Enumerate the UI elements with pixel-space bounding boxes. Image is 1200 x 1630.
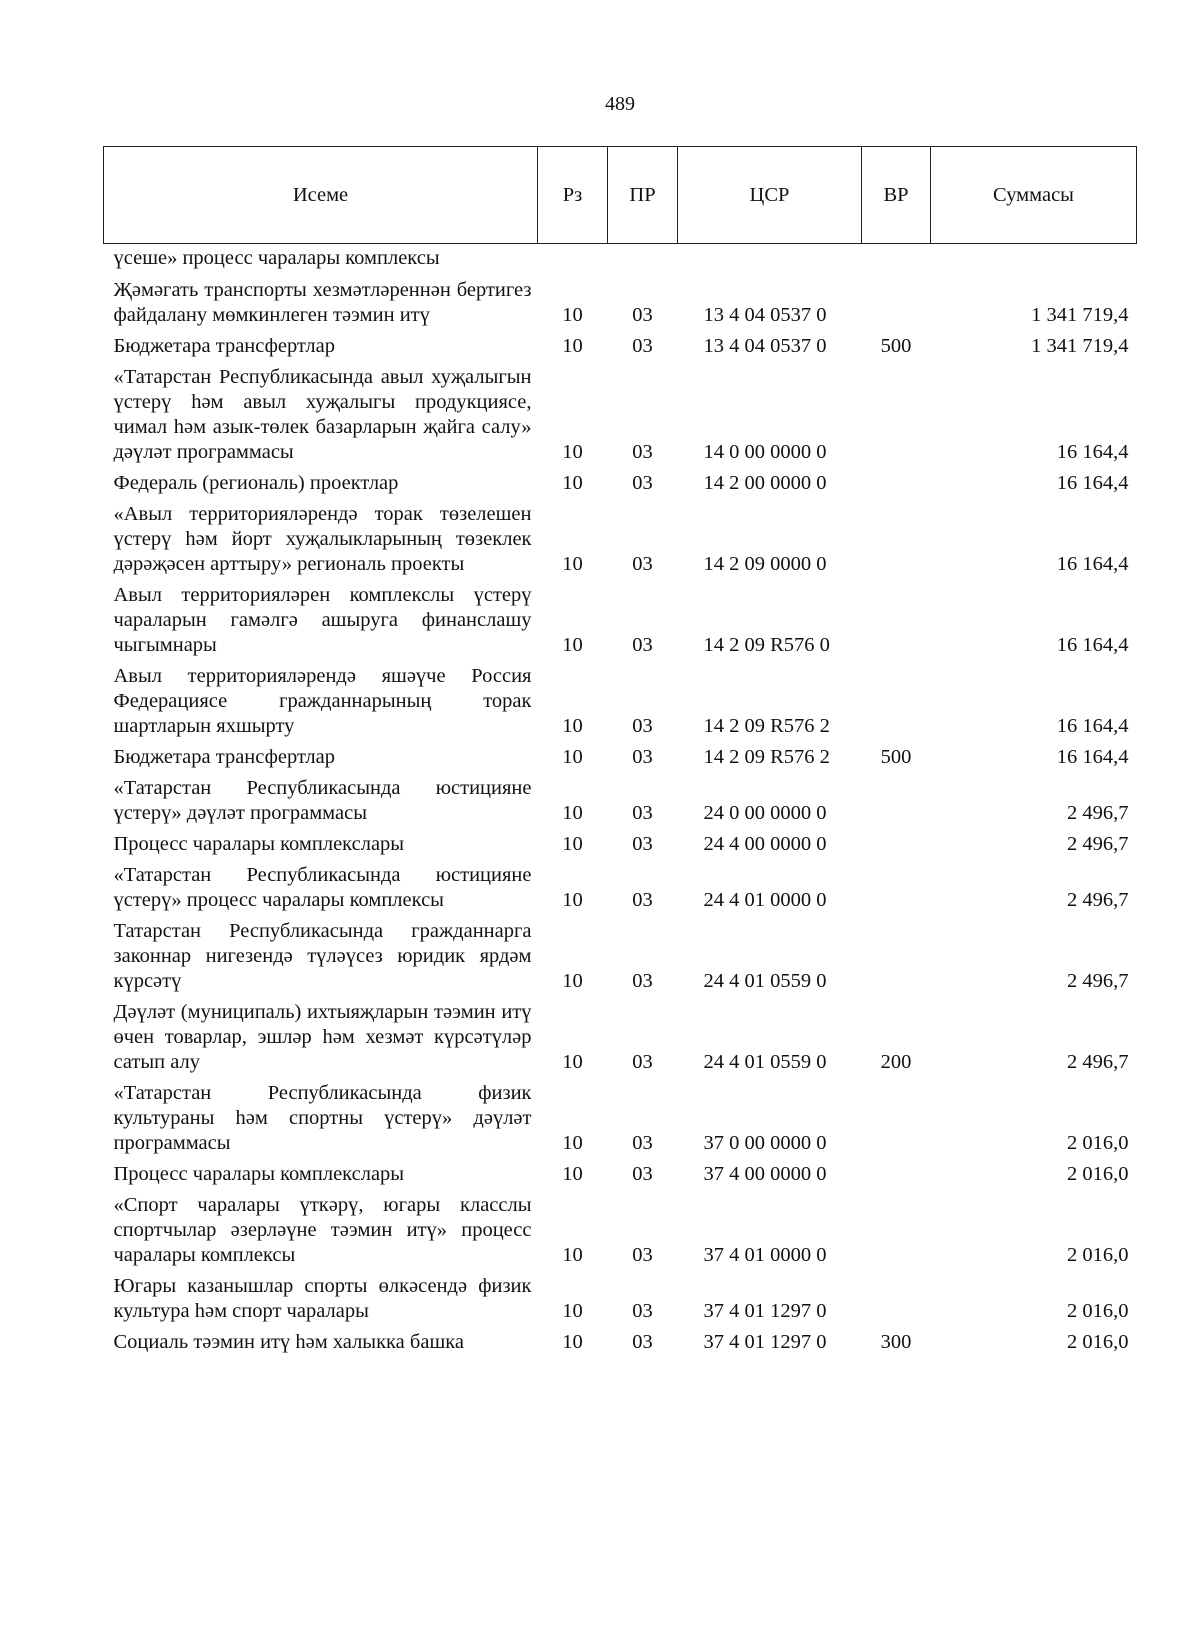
cell-pr: 03 xyxy=(632,970,653,992)
table-row xyxy=(104,331,1137,362)
header-name: Исеме xyxy=(104,147,538,244)
cell-csr: 37 4 00 0000 0 xyxy=(703,1163,827,1185)
cell-sum: 2 016,0 xyxy=(1067,1331,1129,1353)
table-row xyxy=(104,773,1137,829)
table-row xyxy=(104,916,1137,997)
cell-pr: 03 xyxy=(632,889,653,911)
cell-name: Авыл территорияләрен комплекслы үстерү чараларын гамәлгә ашыруга финанслашу чыгымнары xyxy=(113,584,532,656)
cell-csr: 13 4 04 0537 0 xyxy=(703,304,827,326)
cell-csr xyxy=(678,244,862,276)
cell-sum: 16 164,4 xyxy=(1056,441,1129,463)
cell-csr: 24 4 00 0000 0 xyxy=(703,833,827,855)
cell-vr xyxy=(862,773,931,829)
cell-vr xyxy=(862,860,931,916)
cell-name: Бюджетара трансфертлар xyxy=(113,335,336,357)
table-row xyxy=(104,1327,1137,1358)
cell-vr xyxy=(862,468,931,499)
cell-name: Җәмәгать транспорты хезмәтләреннән бертигез файдалану мөмкинлеген тәэмин итү xyxy=(113,279,532,326)
cell-vr xyxy=(862,916,931,997)
cell-rz: 10 xyxy=(562,715,583,737)
cell-name: үсеше» процесс чаралары комплексы xyxy=(113,247,440,269)
cell-vr xyxy=(862,1271,931,1327)
header-vr: ВР xyxy=(862,147,931,244)
header-pr: ПР xyxy=(608,147,678,244)
table-row xyxy=(104,742,1137,773)
cell-pr: 03 xyxy=(632,1300,653,1322)
cell-pr: 03 xyxy=(632,1132,653,1154)
cell-csr: 13 4 04 0537 0 xyxy=(703,335,827,357)
table-row xyxy=(104,244,1137,276)
table-row xyxy=(104,1078,1137,1159)
cell-pr: 03 xyxy=(632,553,653,575)
cell-sum: 1 341 719,4 xyxy=(1031,304,1129,326)
table-row xyxy=(104,362,1137,468)
cell-pr: 03 xyxy=(632,746,653,768)
cell-csr: 24 0 00 0000 0 xyxy=(703,802,827,824)
header-sum: Суммасы xyxy=(931,147,1137,244)
page-number: 489 xyxy=(605,93,635,115)
cell-sum: 16 164,4 xyxy=(1056,553,1129,575)
cell-csr: 37 0 00 0000 0 xyxy=(703,1132,827,1154)
cell-rz: 10 xyxy=(562,1300,583,1322)
cell-name: «Авыл территорияләрендә торак төзелешен үстерү һәм йорт хуҗалыкларының төзеклек дәрәҗәсен арттыру» региональ проекты xyxy=(113,503,532,575)
table-body xyxy=(104,244,1137,1359)
table-row xyxy=(104,580,1137,661)
cell-csr: 37 4 01 0000 0 xyxy=(703,1244,827,1266)
cell-rz: 10 xyxy=(562,889,583,911)
table-row xyxy=(104,997,1137,1078)
cell-rz: 10 xyxy=(562,1051,583,1073)
cell-sum: 2 016,0 xyxy=(1067,1300,1129,1322)
cell-csr: 14 2 09 R576 2 xyxy=(703,715,830,737)
cell-sum: 2 016,0 xyxy=(1067,1132,1129,1154)
table-row xyxy=(104,829,1137,860)
cell-vr: 500 xyxy=(880,335,912,357)
cell-vr xyxy=(862,661,931,742)
cell-sum xyxy=(931,244,1137,276)
cell-rz: 10 xyxy=(562,1132,583,1154)
table-header xyxy=(104,147,1137,244)
cell-name: Бюджетара трансфертлар xyxy=(113,746,336,768)
cell-name: «Татарстан Республикасында юстицияне үстерү» дәүләт программасы xyxy=(113,777,532,824)
cell-vr: 300 xyxy=(880,1331,912,1353)
cell-vr xyxy=(862,362,931,468)
header-row xyxy=(104,147,1137,244)
cell-name: Дәүләт (муниципаль) ихтыяҗларын тәэмин итү өчен товарлар, эшләр һәм хезмәт күрсәтүләр сатып алу xyxy=(113,1001,532,1073)
cell-pr: 03 xyxy=(632,634,653,656)
cell-name: Социаль тәэмин итү һәм халыкка башка xyxy=(113,1331,464,1353)
cell-name: Процесс чаралары комплекслары xyxy=(113,833,405,855)
cell-pr: 03 xyxy=(632,441,653,463)
cell-sum: 16 164,4 xyxy=(1056,715,1129,737)
cell-rz: 10 xyxy=(562,441,583,463)
cell-rz: 10 xyxy=(562,304,583,326)
cell-csr: 24 4 01 0559 0 xyxy=(703,1051,827,1073)
header-csr: ЦСР xyxy=(678,147,862,244)
cell-csr: 37 4 01 1297 0 xyxy=(703,1300,827,1322)
cell-rz: 10 xyxy=(562,833,583,855)
table-row xyxy=(104,661,1137,742)
cell-pr: 03 xyxy=(632,304,653,326)
table-row xyxy=(104,1271,1137,1327)
cell-pr: 03 xyxy=(632,833,653,855)
cell-sum: 2 496,7 xyxy=(1067,1051,1129,1073)
cell-sum: 1 341 719,4 xyxy=(1031,335,1129,357)
cell-rz: 10 xyxy=(562,553,583,575)
cell-pr: 03 xyxy=(632,715,653,737)
cell-name: «Татарстан Республикасында физик культураны һәм спортны үстерү» дәүләт программасы xyxy=(113,1082,532,1154)
cell-sum: 2 496,7 xyxy=(1067,833,1129,855)
cell-name: Татарстан Республикасында гражданнарга законнар нигезендә түләүсез юридик ярдәм күрсәтү xyxy=(113,920,532,992)
cell-vr xyxy=(862,829,931,860)
cell-rz: 10 xyxy=(562,746,583,768)
table-row xyxy=(104,860,1137,916)
budget-table xyxy=(103,146,1137,1358)
cell-sum: 2 496,7 xyxy=(1067,802,1129,824)
cell-name: «Спорт чаралары үткәрү, югары класслы спортчылар әзерләүне тәэмин итү» процесс чаралары комплексы xyxy=(113,1194,532,1266)
cell-vr xyxy=(862,244,931,276)
cell-csr: 24 4 01 0000 0 xyxy=(703,889,827,911)
cell-vr: 200 xyxy=(880,1051,912,1073)
cell-rz: 10 xyxy=(562,802,583,824)
table-row xyxy=(104,275,1137,331)
cell-pr: 03 xyxy=(632,802,653,824)
cell-vr xyxy=(862,1159,931,1190)
cell-sum: 2 016,0 xyxy=(1067,1244,1129,1266)
cell-pr: 03 xyxy=(632,335,653,357)
cell-vr: 500 xyxy=(880,746,912,768)
cell-vr xyxy=(862,275,931,331)
table-row xyxy=(104,1159,1137,1190)
cell-rz: 10 xyxy=(562,472,583,494)
cell-pr: 03 xyxy=(632,1331,653,1353)
cell-csr: 14 2 09 0000 0 xyxy=(703,553,827,575)
cell-vr xyxy=(862,1190,931,1271)
cell-csr: 14 2 09 R576 2 xyxy=(703,746,830,768)
header-rz: Рз xyxy=(538,147,608,244)
cell-rz xyxy=(538,244,608,276)
cell-rz: 10 xyxy=(562,970,583,992)
table-row xyxy=(104,1190,1137,1271)
cell-csr: 14 2 00 0000 0 xyxy=(703,472,827,494)
cell-rz: 10 xyxy=(562,634,583,656)
cell-sum: 16 164,4 xyxy=(1056,472,1129,494)
cell-rz: 10 xyxy=(562,335,583,357)
cell-sum: 2 016,0 xyxy=(1067,1163,1129,1185)
cell-name: Авыл территорияләрендә яшәүче Россия Федерациясе гражданнарының торак шартларын яхшырту xyxy=(113,665,532,737)
cell-vr xyxy=(862,499,931,580)
cell-sum: 2 496,7 xyxy=(1067,970,1129,992)
cell-vr xyxy=(862,1078,931,1159)
cell-name: Югары казанышлар спорты өлкәсендә физик культура һәм спорт чаралары xyxy=(113,1275,532,1322)
cell-name: «Татарстан Республикасында юстицияне үстерү» процесс чаралары комплексы xyxy=(113,864,532,911)
cell-pr: 03 xyxy=(632,1163,653,1185)
cell-csr: 37 4 01 1297 0 xyxy=(703,1331,827,1353)
cell-name: Федераль (региональ) проектлар xyxy=(113,472,399,494)
cell-pr: 03 xyxy=(632,1244,653,1266)
cell-vr xyxy=(862,580,931,661)
cell-csr: 24 4 01 0559 0 xyxy=(703,970,827,992)
cell-csr: 14 2 09 R576 0 xyxy=(703,634,830,656)
cell-name: Процесс чаралары комплекслары xyxy=(113,1163,405,1185)
cell-pr: 03 xyxy=(632,472,653,494)
cell-rz: 10 xyxy=(562,1244,583,1266)
cell-sum: 16 164,4 xyxy=(1056,746,1129,768)
cell-csr: 14 0 00 0000 0 xyxy=(703,441,827,463)
cell-rz: 10 xyxy=(562,1163,583,1185)
table-row xyxy=(104,468,1137,499)
cell-rz: 10 xyxy=(562,1331,583,1353)
table-row xyxy=(104,499,1137,580)
cell-pr xyxy=(608,244,678,276)
cell-pr: 03 xyxy=(632,1051,653,1073)
cell-sum: 16 164,4 xyxy=(1056,634,1129,656)
cell-name: «Татарстан Республикасында авыл хуҗалыгын үстерү һәм авыл хуҗалыгы продукциясе, чимал һәм азык-төлек базарларын җайга салу» дәүләт программасы xyxy=(113,366,532,463)
cell-sum: 2 496,7 xyxy=(1067,889,1129,911)
